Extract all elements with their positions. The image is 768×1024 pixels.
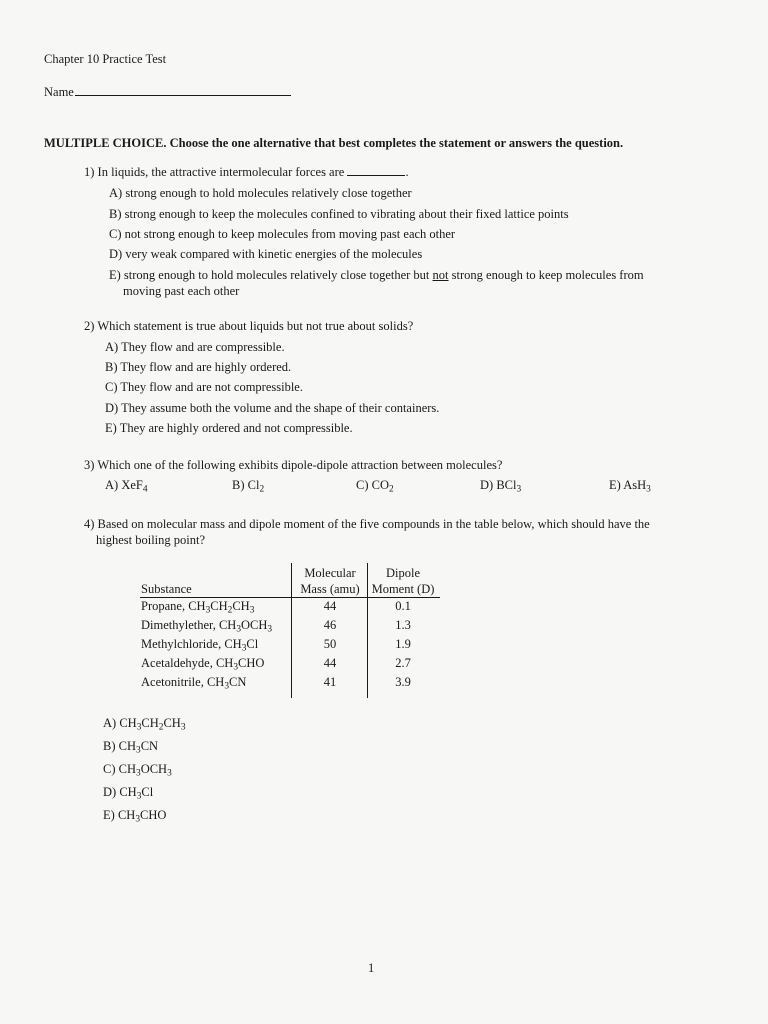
formula-element: CN [140, 739, 159, 753]
table-cell-substance [141, 618, 272, 633]
table-cell-dipole: 1.3 [395, 618, 411, 632]
formula-element: CH [206, 675, 225, 689]
table-cell-substance [141, 637, 258, 652]
q3-number: 3) [84, 458, 95, 472]
q1-option-e [109, 268, 644, 283]
formula-element: CH [210, 599, 228, 613]
table-header-dipole: Dipole [385, 566, 421, 580]
q4-option-d [103, 785, 153, 800]
q1-option-c: C) not strong enough to keep molecules from moving past each other [109, 227, 456, 241]
formula-element: OCH [140, 762, 168, 776]
formula-subscript: 3 [135, 814, 140, 825]
formula-subscript: 3 [236, 624, 242, 635]
q1-stem-end: . [405, 165, 409, 179]
table-header-dipole: Moment (D) [371, 582, 435, 596]
formula-subscript: 3 [136, 768, 141, 779]
q3-stem-text: Which one of the following exhibits dipole-dipole attraction between molecules? [97, 458, 503, 472]
q2-option-e: E) They are highly ordered and not compressible. [105, 421, 353, 435]
table-cell-dipole: 1.9 [395, 637, 411, 651]
q2-option-b: B) They flow and are highly ordered. [105, 360, 292, 374]
formula-element: CH [218, 618, 237, 632]
instructions-label: MULTIPLE CHOICE. [44, 136, 167, 150]
table-header-substance: Substance [141, 582, 192, 596]
substance-name: Acetaldehyde, [141, 656, 216, 670]
q1-option-e-part1: E) strong enough to hold molecules relatively close together but [109, 268, 430, 282]
page-number: 1 [368, 961, 375, 975]
table-cell-mass: 44 [323, 656, 337, 670]
formula-subscript: 2 [227, 605, 233, 616]
q1-number: 1) [84, 165, 95, 179]
table-cell-mass: 50 [323, 637, 337, 651]
q1-option-b: B) strong enough to keep the molecules confined to vibrating about their fixed lattice points [109, 207, 569, 221]
formula-element: CH [215, 656, 234, 670]
q2-stem-text: Which statement is true about liquids but not true about solids? [97, 319, 414, 333]
formula-subscript: 3 [267, 624, 273, 635]
name-field [44, 85, 291, 100]
formula-subscript: 3 [180, 722, 186, 733]
q3-option-a-sub: 4 [142, 484, 148, 495]
formula-element: CH [117, 808, 136, 822]
substance-name: Methylchloride, [141, 637, 225, 651]
formula-element: OCH [241, 618, 268, 632]
q3-option-a-letter: A) [105, 478, 119, 492]
q3-option-d [480, 478, 521, 493]
table-cell-substance [141, 675, 246, 690]
option-letter: E) [103, 808, 118, 822]
q3-option-a-formula: XeF [121, 478, 143, 492]
table-cell-substance [141, 599, 254, 614]
substance-name: Propane, [141, 599, 189, 613]
q3-option-b-letter: B) [232, 478, 245, 492]
q4-stem-line2: highest boiling point? [96, 533, 206, 547]
q2-option-d: D) They assume both the volume and the shape of their containers. [105, 401, 440, 415]
formula-element: CH [141, 716, 159, 730]
formula-subscript: 3 [224, 681, 230, 692]
option-letter: A) [103, 716, 120, 730]
formula-subscript: 3 [136, 722, 142, 733]
table-cell-dipole: 0.1 [395, 599, 411, 613]
q3-option-b [232, 478, 264, 493]
q4-stem [84, 517, 650, 532]
q4-stem-text: Based on molecular mass and dipole moment of the five compounds in the table below, which should have the [97, 517, 650, 531]
q2-stem [84, 319, 413, 334]
q1-option-d: D) very weak compared with kinetic energies of the molecules [109, 247, 423, 261]
name-label: Name [44, 85, 74, 99]
formula-element: Cl [246, 637, 259, 651]
formula-subscript: 3 [249, 605, 255, 616]
q2-number: 2) [84, 319, 95, 333]
q1-blank [347, 175, 405, 176]
substance-name: Dimethylether, [141, 618, 219, 632]
formula-element: CH [119, 716, 137, 730]
q3-option-e-sub: 3 [646, 484, 651, 495]
formula-element: Cl [141, 785, 154, 799]
compound-table [140, 563, 440, 698]
q4-option-e [103, 808, 166, 823]
formula-subscript: 3 [136, 745, 141, 756]
table-header-rule [140, 597, 440, 598]
table-header-mass: Mass (amu) [300, 582, 360, 596]
formula-element: CH [232, 599, 250, 613]
formula-subscript: 3 [233, 662, 239, 673]
formula-element: CH [163, 716, 181, 730]
table-cell-mass: 46 [323, 618, 337, 632]
formula-element: CH [119, 785, 137, 799]
formula-subscript: 3 [136, 791, 142, 802]
table-header-mass: Molecular [304, 566, 356, 580]
formula-element: CH [224, 637, 242, 651]
name-blank-line [75, 94, 291, 96]
option-letter: B) [103, 739, 119, 753]
formula-element: CHO [140, 808, 167, 822]
q3-option-e [609, 478, 651, 493]
q3-option-e-formula: AsH [623, 478, 647, 492]
q3-option-e-letter: E) [609, 478, 621, 492]
formula-element: CH [118, 739, 136, 753]
q2-option-c: C) They flow and are not compressible. [105, 380, 303, 394]
q3-option-d-letter: D) [480, 478, 494, 492]
table-cell-mass: 41 [323, 675, 337, 689]
table-cell-dipole: 3.9 [395, 675, 411, 689]
q1-stem [84, 165, 409, 180]
formula-subscript: 3 [167, 768, 172, 779]
q3-option-d-sub: 3 [516, 484, 522, 495]
q3-option-c-formula: CO [371, 478, 389, 492]
q3-option-b-sub: 2 [259, 484, 265, 495]
option-letter: C) [103, 762, 119, 776]
q4-option-b [103, 739, 158, 754]
option-letter: D) [103, 785, 120, 799]
table-cell-substance [141, 656, 264, 671]
table-cell-mass: 44 [323, 599, 337, 613]
q1-option-a: A) strong enough to hold molecules relatively close together [109, 186, 412, 200]
formula-subscript: 2 [158, 722, 164, 733]
formula-subscript: 3 [205, 605, 211, 616]
q1-option-e-not: not [432, 268, 449, 282]
formula-subscript: 3 [241, 643, 247, 654]
substance-name: Acetonitrile, [141, 675, 207, 689]
q4-option-c [103, 762, 172, 777]
formula-element: CHO [238, 656, 265, 670]
formula-element: CH [188, 599, 206, 613]
formula-element: CH [118, 762, 136, 776]
q3-option-a [105, 478, 148, 493]
q3-option-c-sub: 2 [389, 484, 394, 495]
q3-option-c-letter: C) [356, 478, 369, 492]
q3-option-c [356, 478, 394, 493]
q1-option-e-line2: moving past each other [123, 284, 240, 298]
q1-stem-text: In liquids, the attractive intermolecular forces are [97, 165, 345, 179]
page-title: Chapter 10 Practice Test [44, 52, 167, 66]
formula-element: CN [229, 675, 247, 689]
table-cell-dipole: 2.7 [395, 656, 411, 670]
q1-option-e-part2: strong enough to keep molecules from [451, 268, 644, 282]
q3-option-b-formula: Cl [247, 478, 260, 492]
q3-stem [84, 458, 502, 473]
instructions-text: Choose the one alternative that best completes the statement or answers the question. [169, 136, 624, 150]
q4-option-a [103, 716, 186, 731]
q2-option-a: A) They flow and are compressible. [105, 340, 285, 354]
instructions [44, 136, 623, 151]
q4-number: 4) [84, 517, 95, 531]
q3-option-d-formula: BCl [496, 478, 517, 492]
